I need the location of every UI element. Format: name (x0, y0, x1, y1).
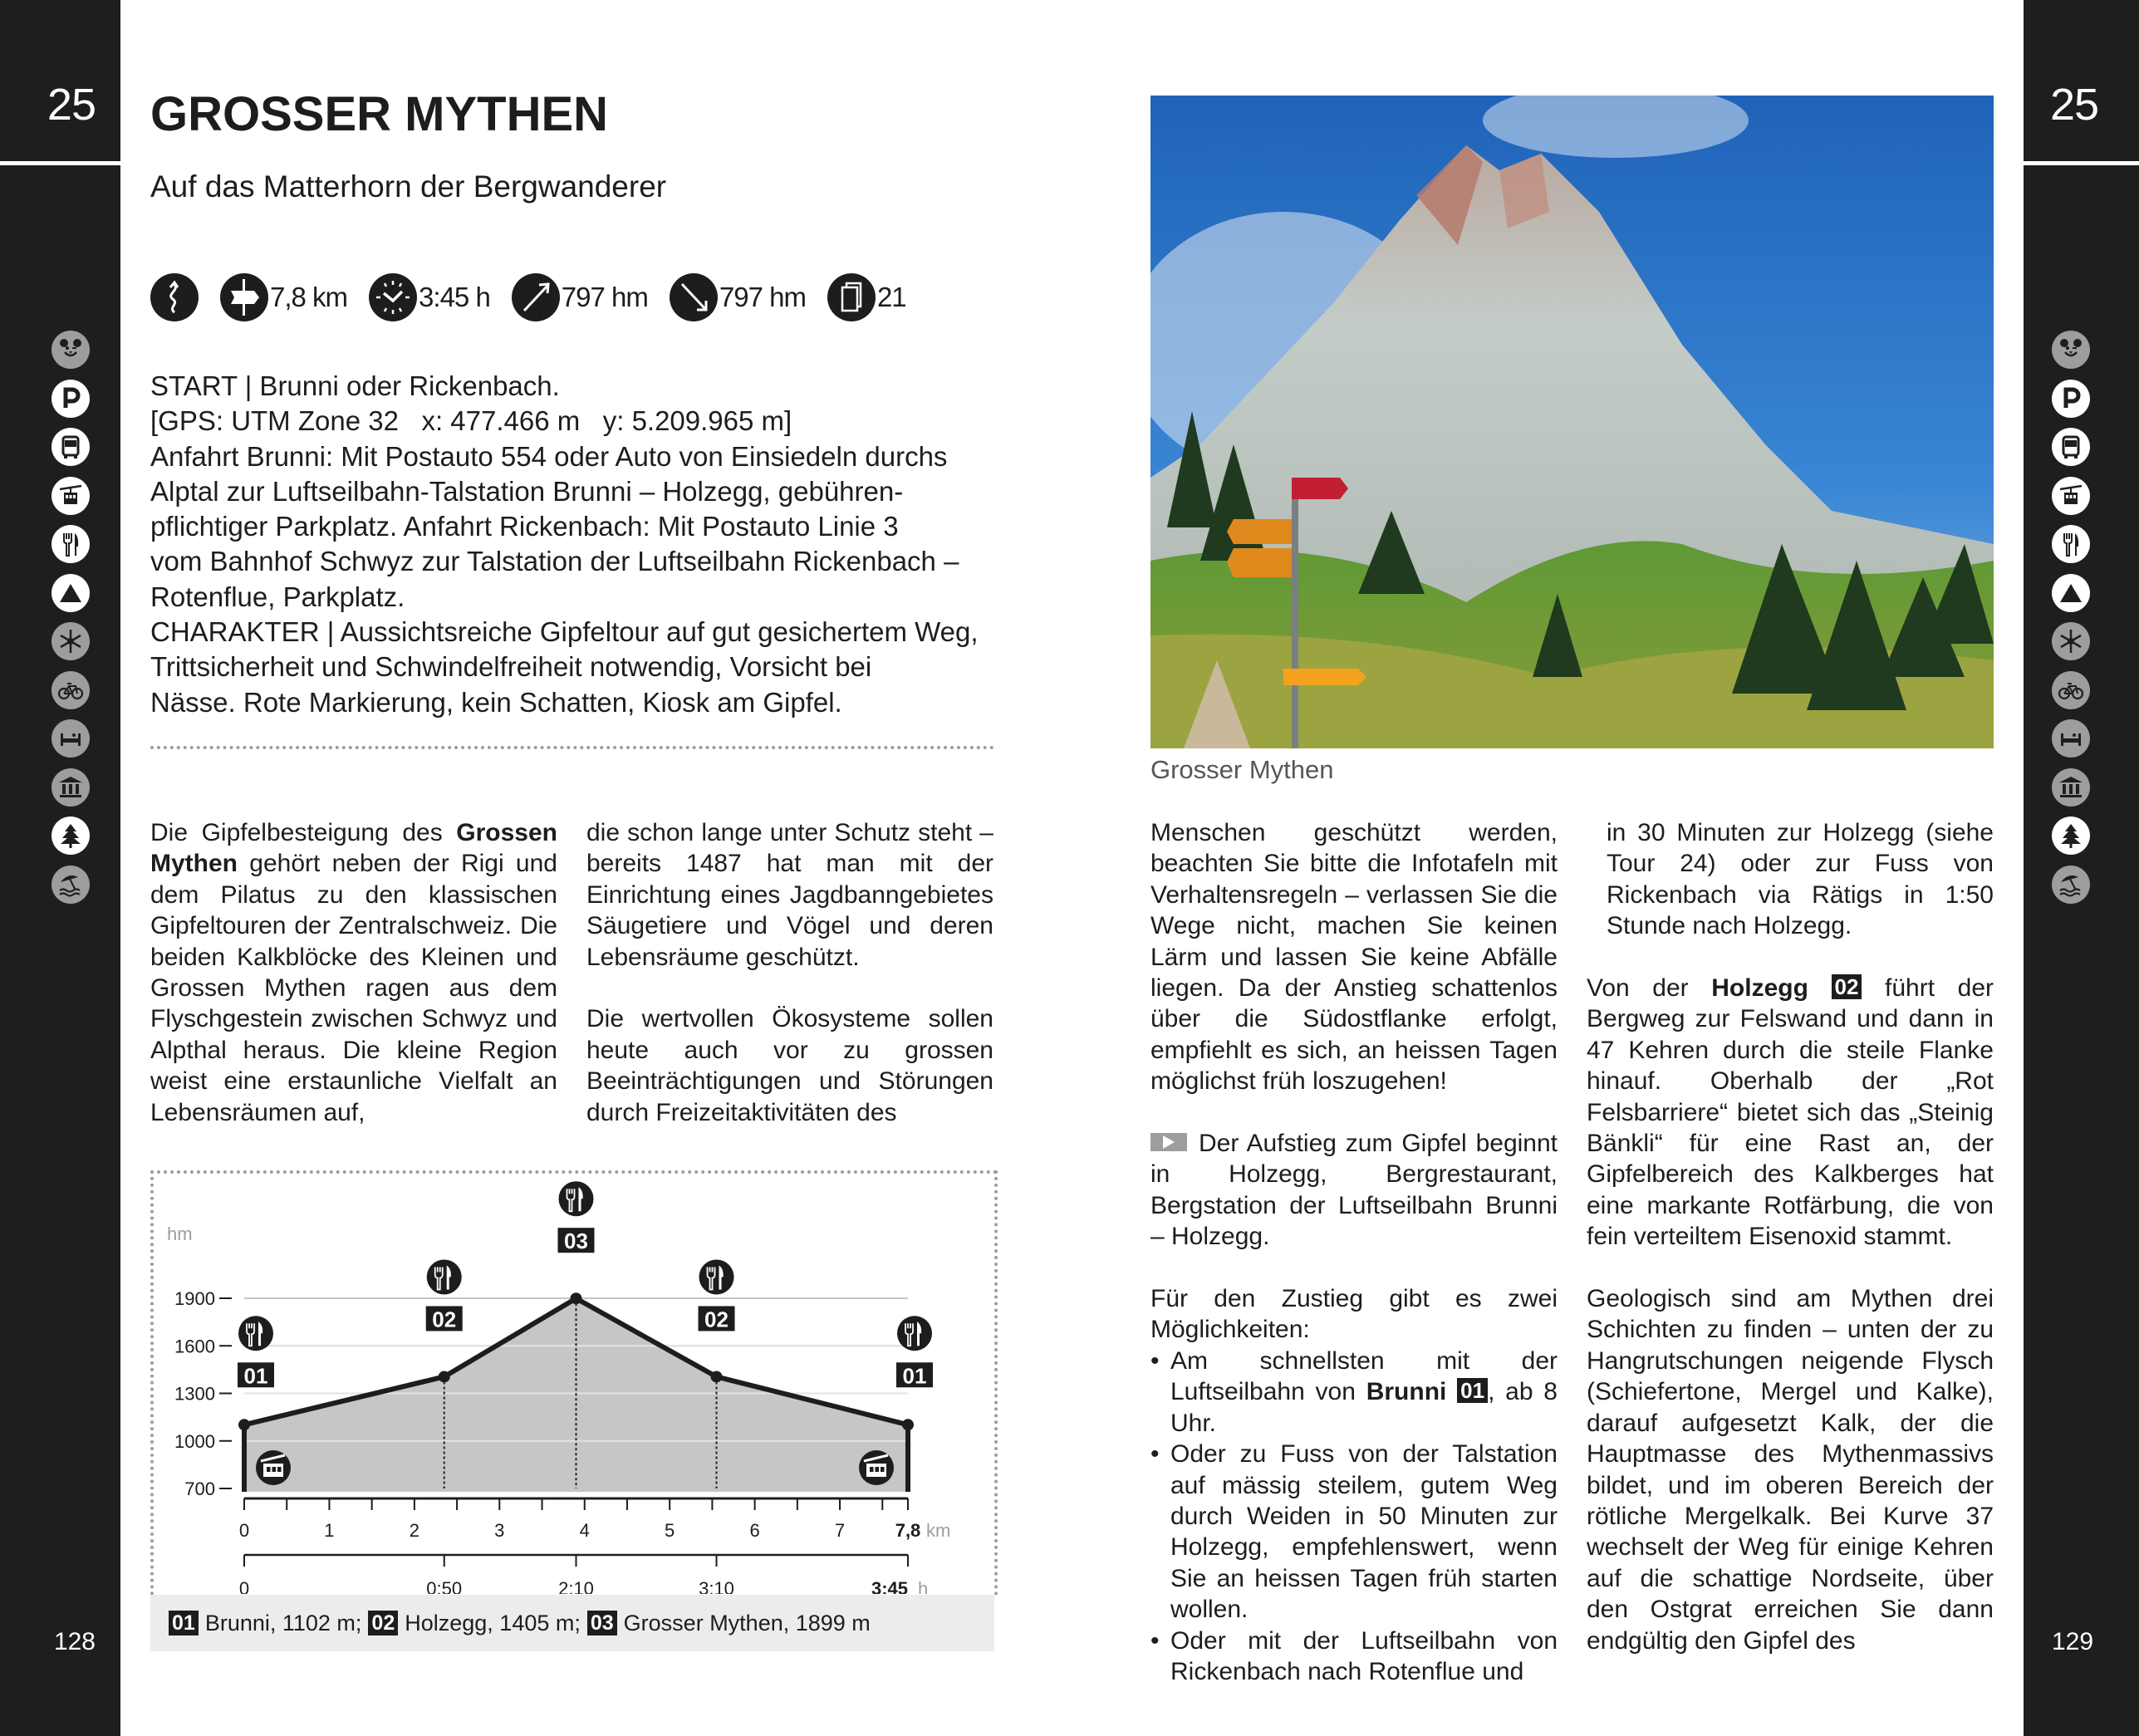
x-tick-label: 5 (665, 1520, 675, 1541)
forest-icon (2052, 817, 2090, 855)
info-line: pflichtiger Parkplatz. Anfahrt Rickenbach: Mit Postauto Linie 3 (150, 511, 899, 542)
cabin-window (267, 1467, 271, 1472)
x-tick-label: 7,8 (895, 1520, 921, 1541)
kids-bear-icon (52, 331, 90, 369)
sidebar-divider (2024, 161, 2139, 165)
info-line: vom Bahnhof Schwyz zur Talstation der Luftseilbahn Rickenbach – (150, 546, 959, 577)
page-number-right: 129 (2052, 1628, 2094, 1655)
restaurant-icon (699, 1259, 734, 1294)
kids-bear-icon (2052, 331, 2090, 369)
right-sidebar (2024, 0, 2139, 1736)
waypoint-tag: 01 (169, 1611, 199, 1635)
info-line: Rotenflue, Parkplatz. (150, 581, 405, 612)
restaurant-icon (897, 1316, 932, 1351)
paragraph: Die Gipfelbesteigung des Grossen Mythen gehört neben der Rigi und dem Pilatus zu den klassischen Gipfeltouren der Zentralschweiz. Die beiden Kalkblöcke des Kleinen und Grossen Mythen ragen aus dem Flyschgestein zwischen Schwyz und Alpthal heraus. Die kleine Region weist eine erstaunliche Vielfalt an Lebensräumen auf, (150, 819, 557, 1126)
y-tick-label: 700 (184, 1479, 215, 1499)
map-ref-value: 21 (876, 282, 906, 312)
waypoint-tag-label: 02 (704, 1307, 729, 1332)
waypoint-tag: 02 (368, 1611, 398, 1635)
y-axis-unit: hm (167, 1224, 193, 1244)
trail-icon (150, 273, 199, 321)
paragraph: Von der Holzegg 02 führt der Bergweg zur Felswand und dann in 47 Kehren durch die steile Flanke hinauf. Oberhalb der „Rot Felsbarriere“ bietet sich das „Steinig Bänkli“ für eine Rast an, der Gipfelbereich des Kalkberges hat eine markante Rotfärbung, die von fein verteiltem Eisenoxid stammt. (1587, 974, 1994, 1251)
duration-value: 3:45 h (419, 282, 490, 312)
museum-icon (2052, 768, 2090, 807)
descent-arrow-icon (670, 273, 718, 321)
bathing-icon (52, 866, 90, 904)
info-line: Trittsicherheit und Schwindelfreiheit notwendig, Vorsicht bei (150, 651, 872, 683)
paragraph: Der Aufstieg zum Gipfel beginnt in Holzegg, Bergrestaurant, Bergstation der Luftseilbahn Brunni – Holzegg. (1150, 1130, 1558, 1251)
legend-item: 02 Holzegg, 1405 m; (368, 1611, 580, 1636)
y-tick-label: 1900 (174, 1288, 215, 1309)
restaurant-icon (559, 1181, 594, 1216)
winter-icon (52, 622, 90, 660)
body-column-1 (150, 817, 557, 1159)
x-tick-label: 7 (834, 1520, 846, 1541)
y-tick-label: 1600 (174, 1336, 215, 1357)
restaurant-icon (427, 1259, 462, 1294)
time-tick-label: 0 (238, 1578, 250, 1594)
waypoint-dot (238, 1419, 250, 1430)
photo-caption: Grosser Mythen (1150, 755, 1334, 784)
page-number-left: 128 (53, 1628, 96, 1655)
stat-ascent (512, 273, 648, 321)
bus-icon (2052, 428, 2090, 466)
waypoint-tag-label: 02 (432, 1307, 457, 1332)
legend-item: 03 Grosser Mythen, 1899 m (587, 1611, 871, 1636)
summit-icon (52, 574, 90, 612)
info-line: START | Brunni oder Rickenbach. (150, 370, 560, 401)
time-axis-unit: h (918, 1578, 929, 1594)
y-tick-label: 1300 (174, 1383, 215, 1405)
bus-icon (52, 428, 90, 466)
cabin-window (876, 1467, 880, 1472)
stat-duration (369, 273, 490, 321)
info-line: CHARAKTER | Aussichtsreiche Gipfeltour auf gut gesichertem Weg, (150, 616, 979, 648)
time-tick-label: 3:45 (871, 1578, 908, 1594)
legend-item: 01 Brunni, 1102 m; (169, 1611, 361, 1636)
x-tick-label: 0 (238, 1520, 250, 1541)
winter-icon (2052, 622, 2090, 660)
x-tick-label: 6 (749, 1520, 760, 1541)
time-tick-label: 0:50 (426, 1578, 463, 1594)
body-column-4 (1587, 817, 1994, 1687)
waypoint-legend (150, 1595, 994, 1651)
x-tick-label: 3 (494, 1520, 505, 1541)
left-sidebar (0, 0, 120, 1736)
sidebar-divider (0, 161, 120, 165)
waypoint-tag-label: 01 (902, 1363, 927, 1389)
signpost-icon (220, 273, 268, 321)
accommodation-icon (2052, 719, 2090, 758)
bold-term: Grossen Mythen (150, 819, 557, 878)
list-item: • Oder mit der Luftseilbahn von Rickenbach nach Rotenflue und (1150, 1626, 1558, 1688)
tour-stats (150, 272, 928, 322)
y-tick-label: 1000 (174, 1430, 215, 1452)
list-item: in 30 Minuten zur Holzegg (siehe Tour 24) oder zur Fuss von Rickenbach via Rätigs in 1:50 Stunde nach Holzegg. (1607, 819, 1994, 940)
waypoint-dot (711, 1371, 723, 1382)
tour-number: 25 (47, 80, 96, 130)
accommodation-icon (52, 719, 90, 758)
page-title: GROSSER MYTHEN (150, 87, 609, 141)
distance-value: 7,8 km (270, 282, 348, 312)
page-subtitle: Auf das Matterhorn der Bergwanderer (150, 169, 667, 204)
waypoint-dot (902, 1419, 914, 1430)
body-column-3 (1150, 817, 1558, 1687)
restaurant-icon (52, 525, 90, 563)
cabin-window (881, 1467, 885, 1472)
map-pages-icon (827, 273, 876, 321)
body-column-2 (586, 817, 993, 1159)
waypoint-tag: 01 (1457, 1378, 1488, 1403)
parking-icon (52, 380, 90, 418)
time-tick-label: 2:10 (558, 1578, 594, 1594)
access-options-list (1150, 1346, 1558, 1687)
paragraph: Für den Zustieg gibt es zwei Möglichkeiten: (1150, 1285, 1558, 1344)
cabin-window (870, 1467, 874, 1472)
paragraph: Menschen geschützt werden, beachten Sie bitte die Infotafeln mit Verhaltensregeln – verlassen Sie die Wege nicht, machen Sie keinen Lärm und lassen Sie keine Abfälle liegen. Da der Anstieg schattenlos über die Südostflanke erfolgt, empfiehlt es sich, an heissen Tagen möglichst früh loszugehen! (1150, 819, 1558, 1096)
bathing-icon (2052, 866, 2090, 904)
cabin-window (272, 1467, 277, 1472)
cable-car-icon (52, 477, 90, 515)
restaurant-icon (238, 1316, 273, 1351)
summit-icon (2052, 574, 2090, 612)
info-line: [GPS: UTM Zone 32 x: 477.466 m y: 5.209.965 m] (150, 405, 792, 437)
tour-info (150, 369, 998, 720)
waypoint-tag: 02 (1832, 974, 1862, 999)
mountain-photo (1150, 96, 1994, 748)
waypoint-tag-label: 01 (243, 1363, 268, 1389)
restaurant-icon (2052, 525, 2090, 563)
clock-icon (369, 273, 417, 321)
bike-icon (52, 671, 90, 709)
ascent-arrow-icon (512, 273, 560, 321)
bike-icon (2052, 671, 2090, 709)
waypoint-dot (571, 1292, 582, 1304)
list-item: • Am schnellsten mit der Luftseilbahn von Brunni 01 , ab 8 Uhr. (1150, 1346, 1558, 1439)
info-line: Nässe. Rote Markierung, kein Schatten, Kiosk am Gipfel. (150, 686, 842, 718)
museum-icon (52, 768, 90, 807)
info-line: Alptal zur Luftseilbahn-Talstation Brunni – Holzegg, gebühren- (150, 475, 904, 507)
x-tick-label: 4 (579, 1520, 590, 1541)
forest-icon (52, 817, 90, 855)
parking-icon (2052, 380, 2090, 418)
waypoint-tag: 03 (587, 1611, 617, 1635)
waypoint-dot (439, 1371, 450, 1382)
tour-number: 25 (2050, 80, 2099, 130)
paragraph: Die wertvollen Ökosysteme sollen heute auch vor zu grossen Beeinträchtigungen und Störungen durch Freizeitaktivitäten des (586, 1005, 993, 1126)
paragraph: die schon lange unter Schutz steht – bereits 1487 hat man mit der Einrichtung eines Jagdbanngebietes Säugetiere und Vögel und deren Lebensräume geschützt. (586, 819, 993, 971)
stat-difficulty (150, 273, 199, 321)
descent-value: 797 hm (719, 282, 806, 312)
waypoint-tag-label: 03 (564, 1228, 588, 1254)
cable-car-icon (2052, 477, 2090, 515)
play-marker-icon (1150, 1133, 1187, 1151)
access-options-list-cont (1587, 817, 1994, 942)
stat-descent (670, 273, 806, 321)
paragraph: Geologisch sind am Mythen drei Schichten zu finden – unten der zu Hangrutschungen neigende Flysch (Schiefertone, Mergel und Kalke), darauf aufgesetzt Kalk, der die Hauptmasse des Mythenmassivs bildet, und im oberen Bereich der rötliche Mergelkalk. Bei Kurve 37 wechselt der Weg für einige Kehren auf die schattige Nordseite, über den Ostgrat erreichen Sie dann endgültig den Gipfel des (1587, 1285, 1994, 1655)
stat-map (827, 273, 906, 321)
x-axis-unit: km (926, 1520, 951, 1541)
time-tick-label: 3:10 (699, 1578, 734, 1594)
x-tick-label: 2 (409, 1520, 419, 1541)
info-line: Anfahrt Brunni: Mit Postauto 554 oder Auto von Einsiedeln durchs (150, 440, 948, 472)
x-tick-label: 1 (324, 1520, 335, 1541)
section-divider (150, 746, 994, 749)
stat-distance (220, 273, 347, 321)
ascent-value: 797 hm (561, 282, 648, 312)
list-item: • Oder zu Fuss von der Talstation auf mässig steilem, gutem Weg durch Weiden in 50 Minuten zur Holzegg, empfehlenswert, wenn Sie an heissen Tagen früh starten wollen. (1150, 1439, 1558, 1625)
elevation-profile-chart (150, 1170, 994, 1594)
cabin-window (277, 1467, 282, 1472)
